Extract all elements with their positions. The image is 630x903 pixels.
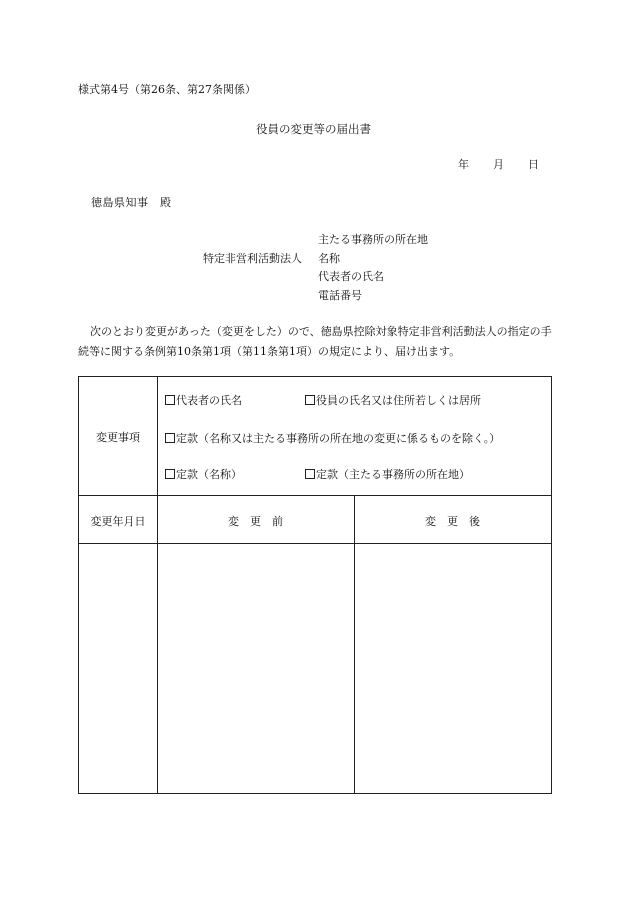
- before-header: 変 更 前: [228, 515, 283, 528]
- checkbox-icon[interactable]: [165, 395, 175, 405]
- change-items-label: 変更事項: [96, 431, 140, 444]
- month-label: 月: [493, 158, 504, 171]
- checkbox-icon[interactable]: [305, 395, 315, 405]
- after-input-cell[interactable]: [355, 544, 551, 794]
- addressee: 徳島県知事 殿: [91, 196, 172, 209]
- checkbox-row: [165, 430, 500, 446]
- option-articles-name[interactable]: 定款（名称）: [165, 466, 305, 482]
- date-header: 変更年月日: [90, 515, 146, 528]
- checkbox-row: [165, 466, 470, 482]
- name-label: 名称: [318, 251, 340, 265]
- phone-label: 電話番号: [318, 288, 362, 302]
- checkbox-row: [165, 392, 481, 408]
- year-label: 年: [458, 158, 469, 171]
- option-officer-name-address[interactable]: 役員の氏名又は住所若しくは居所: [305, 392, 481, 408]
- change-table: [78, 376, 552, 794]
- option-representative-name[interactable]: 代表者の氏名: [165, 392, 305, 408]
- form-number: 様式第4号（第26条、第27条関係）: [78, 83, 256, 96]
- document-title: 役員の変更等の届出書: [256, 122, 371, 136]
- corporation-type: 特定非営利活動法人: [203, 252, 302, 265]
- before-input-cell[interactable]: [158, 544, 354, 794]
- body-text: 次のとおり変更があった（変更をした）ので、徳島県控除対象特定非営利活動法人の指定の手続等に関する条例第10条第1項（第11条第1項）の規定により、届け出ます。: [78, 325, 552, 358]
- applicant-fields: [318, 231, 428, 305]
- date-input-cell[interactable]: [79, 544, 157, 794]
- office-address-label: 主たる事務所の所在地: [318, 233, 428, 246]
- checkbox-icon[interactable]: [165, 433, 175, 443]
- table-divider: [79, 495, 551, 496]
- option-articles-other[interactable]: 定款（名称又は主たる事務所の所在地の変更に係るものを除く。）: [165, 430, 500, 446]
- date-line: [458, 156, 539, 172]
- after-header: 変 更 後: [425, 515, 480, 528]
- option-articles-office[interactable]: 定款（主たる事務所の所在地）: [305, 466, 470, 482]
- representative-label: 代表者の氏名: [318, 270, 384, 283]
- day-label: 日: [528, 158, 539, 171]
- checkbox-icon[interactable]: [165, 469, 175, 479]
- checkbox-icon[interactable]: [305, 469, 315, 479]
